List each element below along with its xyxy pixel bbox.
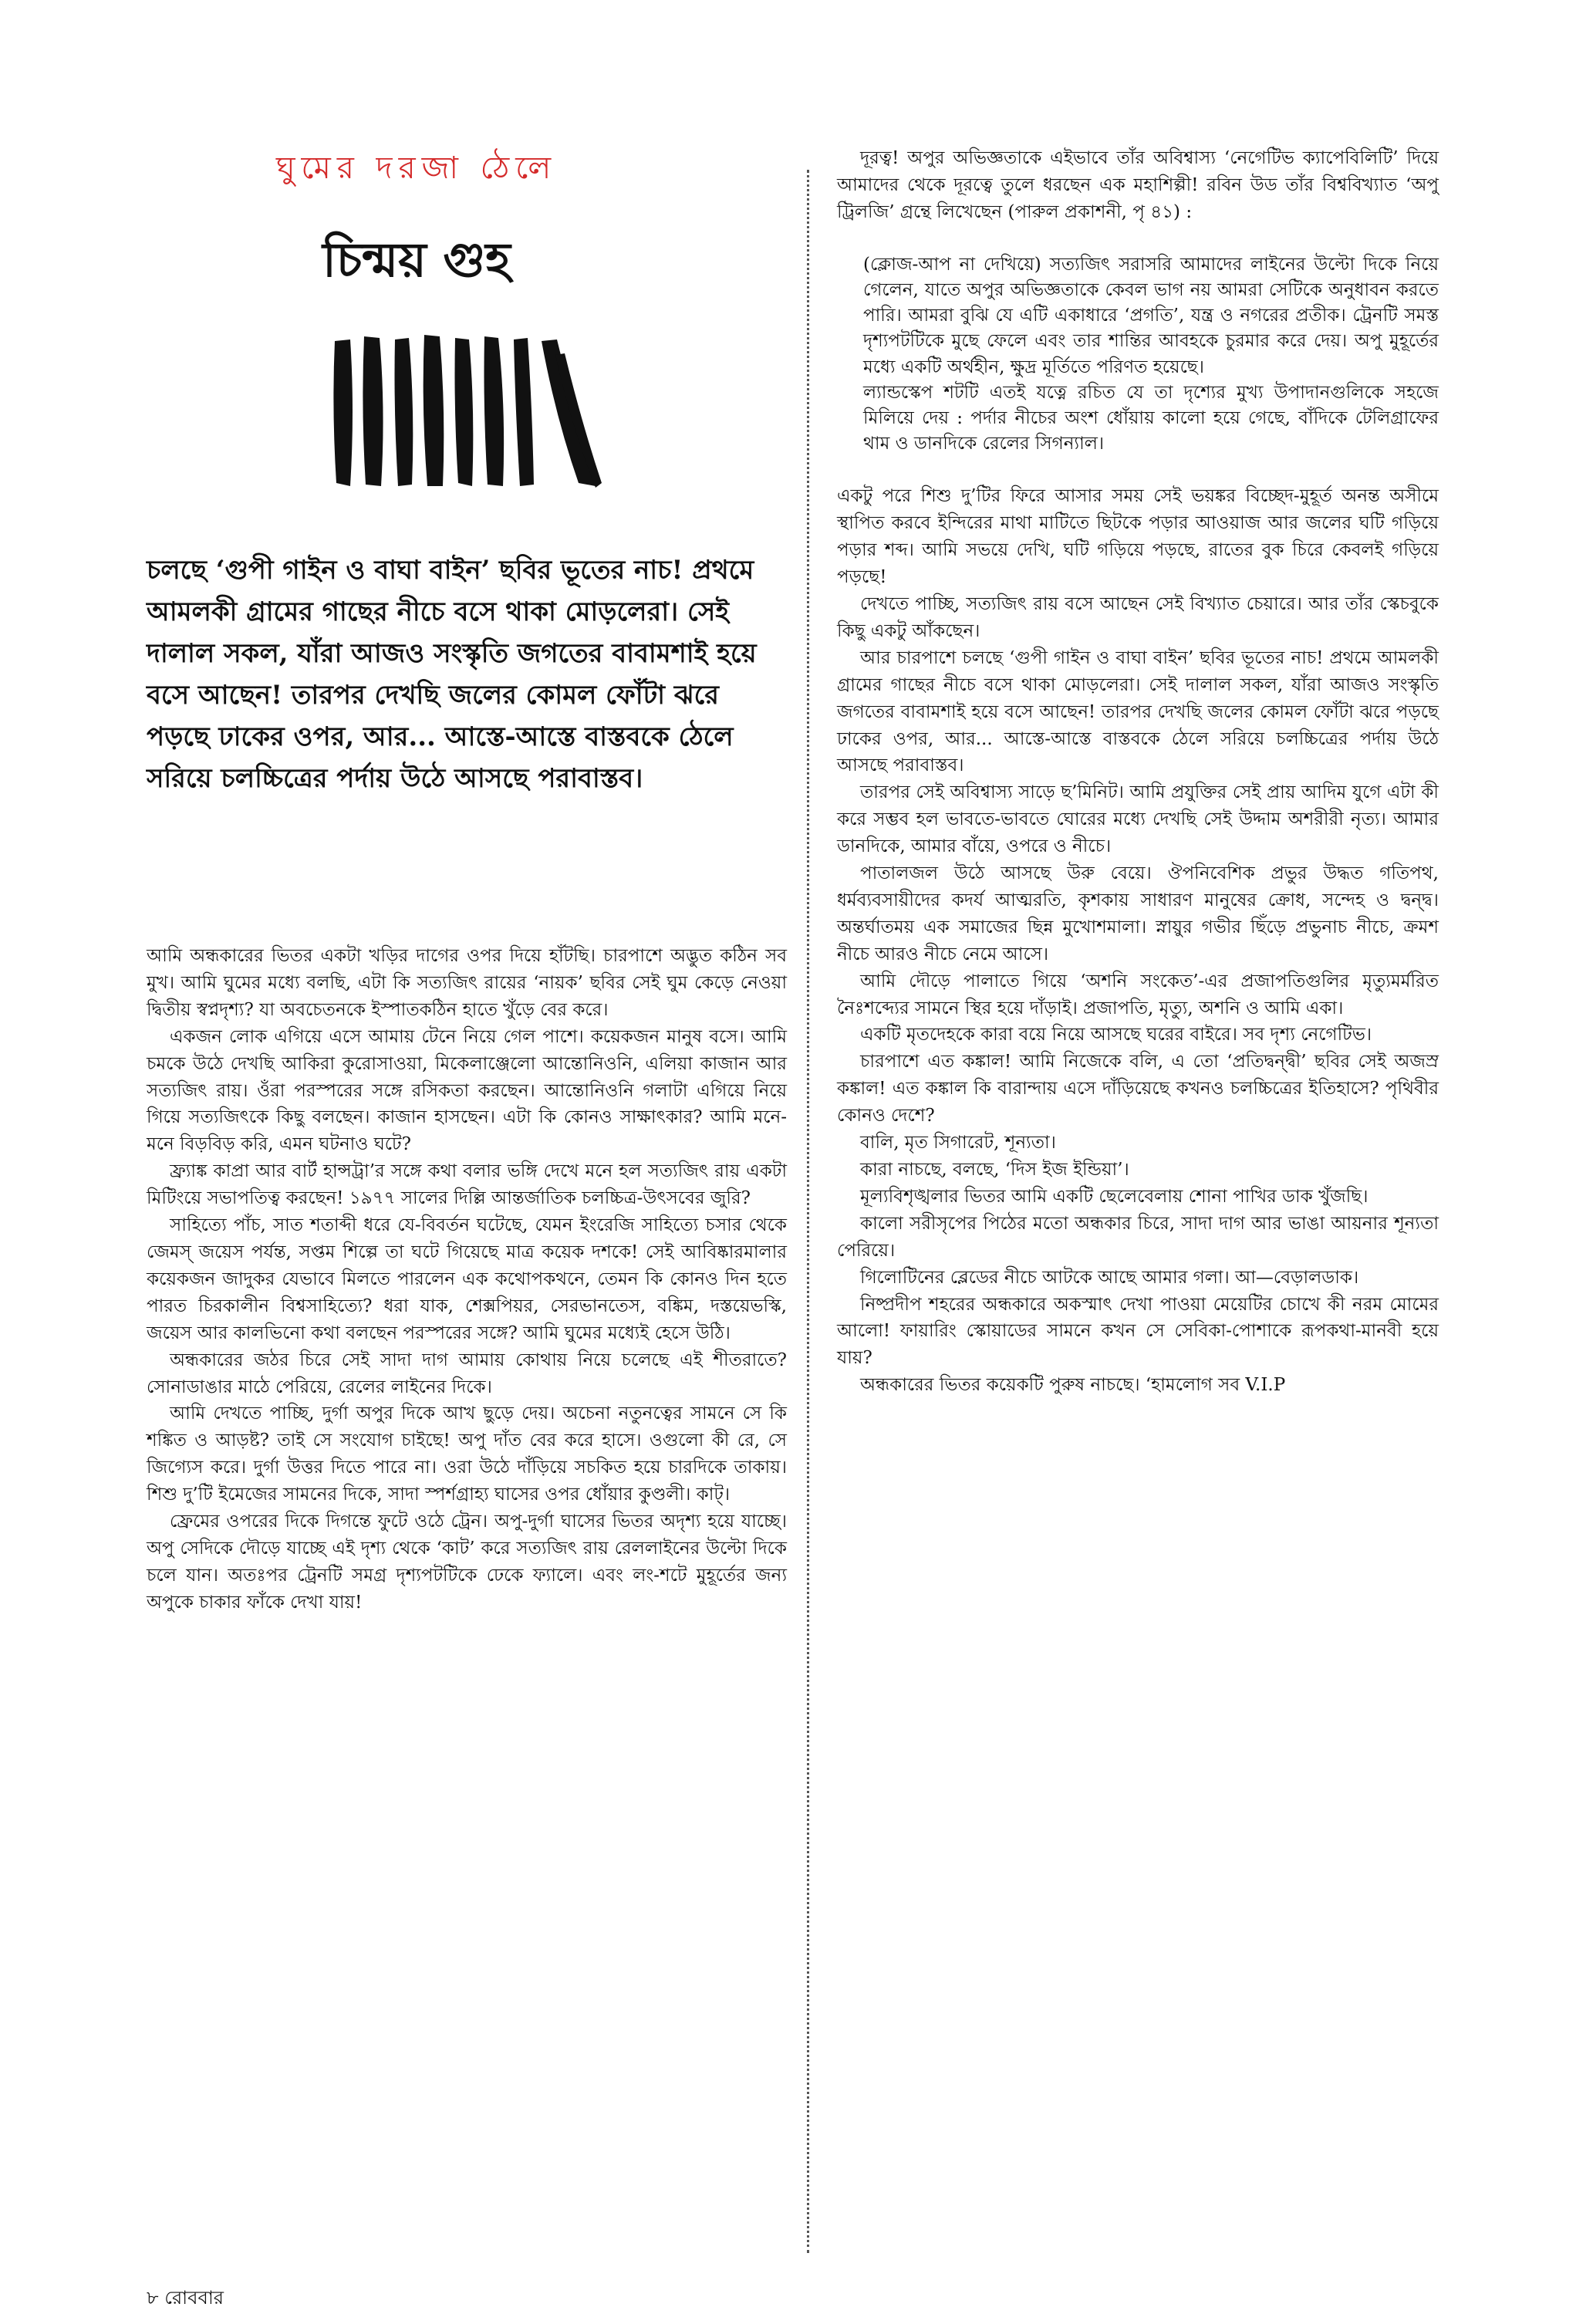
logo-stroke <box>424 335 444 486</box>
body-paragraph: নিষ্প্রদীপ শহরের অন্ধকারে অকস্মাৎ দেখা পাওয়া মেয়েটির চোখে কী নরম মোমের আলো! ফায়ারিং স্কোয়াডের সামনে কখন সে সেবিকা-পোশাকে রূপকথা-মানবী হয়ে যায়? <box>837 1294 1439 1369</box>
quote-paragraph: ল্যান্ডস্কেপ শটটি এতই যত্নে রচিত যে তা দৃশ্যের মুখ্য উপাদানগুলিকে সহজে মিলিয়ে দেয় : পর্দার নীচের অংশ ধোঁয়ায় কালো হয়ে গেছে, বাঁদিকে টেলিগ্রাফের থাম ও ডানদিকে রেলের সিগন্যাল। <box>863 382 1439 454</box>
left-column <box>147 943 787 1616</box>
paragraph-gap <box>837 457 1439 483</box>
heading-logo <box>324 324 609 502</box>
body-paragraph: অন্ধকারের ভিতর কয়েকটি পুরুষ নাচছে। ‘হামলোগ সব V.I.P <box>860 1375 1286 1396</box>
logo-stroke <box>484 336 505 486</box>
body-paragraph: পাতালজল উঠে আসছে উরু বেয়ে। ঔপনিবেশিক প্রভুর উদ্ধত গতিপথ, ধর্মব্যবসায়ীদের কদর্য আত্মরতি, কৃশকায় সাধারণ মানুষের ক্রোধ, সন্দেহ ও দ্বন্দ্ব। অন্তর্ঘাতময় এক সমাজের ছিন্ন মুখোশমালা। স্নায়ুর গভীর ছিঁড়ে প্রভুনাচ নীচে, ক্রমশ নীচে আরও নীচে নেমে আসে। <box>837 863 1439 964</box>
body-paragraph: কারা নাচছে, বলছে, ‘দিস ইজ ইন্ডিয়া’। <box>860 1160 1129 1180</box>
body-paragraph: আর চারপাশে চলছে ‘গুপী গাইন ও বাঘা বাইন’ ছবির ভূতের নাচ! প্রথমে আমলকী গ্রামের গাছের নীচে বসে থাকা মোড়লেরা। সেই দালাল সকল, যাঁরা আজও সংস্কৃতি জগতের বাবামশাই হয়ে বসে আছেন! তারপর দেখছি জলের কোমল ফোঁটা ঝরে পড়ছে ঢাকের ওপর, আর... আস্তে-আস্তে বাস্তবকে ঠেলে সরিয়ে চলচ্চিত্রের পর্দায় উঠে আসছে পরাবাস্তব। <box>837 647 1439 776</box>
body-paragraph: চারপাশে এত কঙ্কাল! আমি নিজেকে বলি, এ তো ‘প্রতিদ্বন্দ্বী’ ছবির সেই অজস্র কঙ্কাল! এত কঙ্কাল কি বারান্দায় এসে দাঁড়িয়েছে কখনও চলচ্চিত্রের ইতিহাসে? পৃথিবীর কোনও দেশে? <box>837 1052 1439 1127</box>
quote-paragraph: (ক্লোজ-আপ না দেখিয়ে) সত্যজিৎ সরাসরি আমাদের লাইনের উল্টো দিকে নিয়ে গেলেন, যাতে অপুর অভিজ্ঞতাকে কেবল ভাগ নয় আমরা সেটিকে অনুধাবন করতে পারি। আমরা বুঝি যে এটি একাধারে ‘প্রগতি’, যন্ত্র ও নগরের প্রতীক। ট্রেনটি সমস্ত দৃশ্যপটটিকে মুছে ফেলে এবং তার শান্তির আবহকে চুরমার করে দেয়। অপু মুহূর্তের মধ্যে একটি অর্থহীন, ক্ষুদ্র মূর্তিতে পরিণত হয়েছে। <box>863 254 1439 377</box>
body-paragraph: তারপর সেই অবিশ্বাস্য সাড়ে ছ’মিনিট। আমি প্রযুক্তির সেই প্রায় আদিম যুগে এটা কী করে সম্ভব হল ভাবতে-ভাবতে ঘোরের মধ্যে দেখছি সেই উদ্দাম অশরীরী নৃত্য। আমার ডানদিকে, আমার বাঁয়ে, ওপরে ও নীচে। <box>837 782 1439 857</box>
body-paragraph: আমি দৌড়ে পালাতে গিয়ে ‘অশনি সংকেত’-এর প্রজাপতিগুলির মৃত্যুমর্মরিত নৈঃশব্দ্যের সামনে স্থির হয়ে দাঁড়াই। প্রজাপতি, মৃত্যু, অশনি ও আমি একা। <box>837 971 1439 1018</box>
body-paragraph: বালি, মৃত সিগারেট, শূন্যতা। <box>860 1133 1056 1154</box>
section-kicker: ঘুমের দরজা ঠেলে <box>275 150 558 186</box>
column-divider <box>807 170 809 2253</box>
body-paragraph: দেখতে পাচ্ছি, সত্যজিৎ রায় বসে আছেন সেই বিখ্যাত চেয়ারে। আর তাঁর স্কেচবুকে কিছু একটু আঁকছেন। <box>837 593 1439 641</box>
logo-stroke <box>514 338 534 486</box>
body-paragraph: ফ্র্যাঙ্ক কাপ্রা আর বার্ট হান্সট্রা’র সঙ্গে কথা বলার ভঙ্গি দেখে মনে হল সত্যজিৎ রায় একটা মিটিংয়ে সভাপতিত্ব করছেন! ১৯৭৭ সালের দিল্লি আন্তর্জাতিক চলচ্চিত্র-উৎসবের জুরি? <box>147 1161 787 1209</box>
page-folio: ৮ রোববার <box>147 2287 224 2309</box>
standfirst <box>147 549 787 799</box>
body-paragraph: একটি মৃতদেহকে কারা বয়ে নিয়ে আসছে ঘরের বাইরে। সব দৃশ্য নেগেটিভ। <box>860 1025 1372 1045</box>
block-quote <box>837 252 1439 458</box>
body-paragraph: কালো সরীসৃপের পিঠের মতো অন্ধকার চিরে, সাদা দাগ আর ভাঙা আয়নার শূন্যতা পেরিয়ে। <box>837 1213 1439 1261</box>
right-column <box>837 145 1439 1399</box>
paragraph-gap <box>837 226 1439 252</box>
body-paragraph: ফ্রেমের ওপরের দিকে দিগন্তে ফুটে ওঠে ট্রেন। অপু-দুর্গা ঘাসের ভিতর অদৃশ্য হয়ে যাচ্ছে। অপু সেদিকে দৌড়ে যাচ্ছে এই দৃশ্য থেকে ‘কাট’ করে সত্যজিৎ রায় রেললাইনের উল্টো দিকে চলে যান। অতঃপর ট্রেনটি সমগ্র দৃশ্যপটটিকে ঢেকে ফ্যালে। এবং লং-শটে মুহূর্তের জন্য অপুকে চাকার ফাঁকে দেখা যায়! <box>147 1512 787 1613</box>
logo-stroke <box>333 339 353 486</box>
author-name: চিন্ময় গুহ <box>322 231 511 288</box>
standfirst-text: চলছে ‘গুপী গাইন ও বাঘা বাইন’ ছবির ভূতের নাচ! প্রথমে আমলকী গ্রামের গাছের নীচে বসে থাকা মোড়লেরা। সেই দালাল সকল, যাঁরা আজও সংস্কৃতি জগতের বাবামশাই হয়ে বসে আছেন! তারপর দেখছি জলের কোমল ফোঁটা ঝরে পড়ছে ঢাকের ওপর, আর... আস্তে-আস্তে বাস্তবকে ঠেলে সরিয়ে চলচ্চিত্রের পর্দায় উঠে আসছে পরাবাস্তব। <box>147 555 757 794</box>
body-paragraph: অন্ধকারের জঠর চিরে সেই সাদা দাগ আমায় কোথায় নিয়ে চলেছে এই শীতরাতে? সোনাডাঙার মাঠে পেরিয়ে, রেলের লাইনের দিকে। <box>147 1349 787 1397</box>
body-paragraph: আমি অন্ধকারের ভিতর একটা খড়ির দাগের ওপর দিয়ে হাঁটছি। চারপাশে অদ্ভুত কঠিন সব মুখ। আমি ঘুমের মধ্যে বলছি, এটা কি সত্যজিৎ রায়ের ‘নায়ক’ ছবির সেই ঘুম কেড়ে নেওয়া দ্বিতীয় স্বপ্নদৃশ্য? যা অবচেতনকে ইস্পাতকঠিন হাতে খুঁড়ে বের করে। <box>147 946 787 1020</box>
body-paragraph: গিলোটিনের ব্লেডের নীচে আটকে আছে আমার গলা। আ—বেড়ালডাক। <box>860 1267 1359 1288</box>
body-paragraph: একটু পরে শিশু দু’টির ফিরে আসার সময় সেই ভয়ঙ্কর বিচ্ছেদ-মুহূর্ত অনন্ত অসীমে স্থাপিত করবে ইন্দিরের মাথা মাটিতে ছিটকে পড়ার আওয়াজ আর জলের ঘটি গড়িয়ে পড়ার শব্দ। আমি সভয়ে দেখি, ঘটি গড়িয়ে পড়ছে, রাতের বুক চিরে কেবলই গড়িয়ে পড়ছে! <box>837 486 1439 588</box>
logo-stroke <box>363 336 383 486</box>
body-paragraph: সাহিত্যে পাঁচ, সাত শতাব্দী ধরে যে-বিবর্তন ঘটেছে, যেমন ইংরেজি সাহিত্যে চসার থেকে জেমস্ জয়েস পর্যন্ত, সপ্তম শিল্পে তা ঘটে গিয়েছে মাত্র কয়েক দশকে! সেই আবিষ্কারমালার কয়েকজন জাদুকর যেভাবে মিলতে পারলেন এক কথোপকথনে, তেমন কি কোনও দিন হতে পারত চিরকালীন বিশ্বসাহিত্যে? ধরা যাক, শেক্সপিয়র, সেরভানতেস, বঙ্কিম, দস্তয়েভস্কি, জয়েস আর কালভিনো কথা বলছেন পরস্পরের সঙ্গে? আমি ঘুমের মধ্যেই হেসে উঠি। <box>147 1215 787 1343</box>
body-paragraph: একজন লোক এগিয়ে এসে আমায় টেনে নিয়ে গেল পাশে। কয়েকজন মানুষ বসে। আমি চমকে উঠে দেখছি আকিরা কুরোসাওয়া, মিকেলাঞ্জেলো আন্তোনিওনি, এলিয়া কাজান আর সত্যজিৎ রায়। ওঁরা পরস্পরের সঙ্গে রসিকতা করছেন। আন্তোনিওনি গলাটা এগিয়ে নিয়ে গিয়ে সত্যজিৎকে কিছু বলছেন। কাজান হাসছেন। এটা কি কোনও সাক্ষাৎকার? আমি মনে-মনে বিড়বিড় করি, এমন ঘটনাও ঘটে? <box>147 1026 787 1155</box>
body-paragraph: আমি দেখতে পাচ্ছি, দুর্গা অপুর দিকে আখ ছুড়ে দেয়। অচেনা নতুনত্বের সামনে সে কি শঙ্কিত ও আড়ষ্ট? তাই সে সংযোগ চাইছে! অপু দাঁত বের করে হাসে। ওগুলো কী রে, সে জিগ্যেস করে। দুর্গা উত্তর দিতে পারে না। ওরা উঠে দাঁড়িয়ে সচকিত হয়ে চারদিকে তাকায়। শিশু দু’টি ইমেজের সামনের দিকে, সাদা স্পর্শগ্রাহ্য ঘাসের ওপর ধোঁয়ার কুণ্ডলী। কাট্। <box>147 1404 787 1505</box>
logo-stroke <box>455 338 474 486</box>
body-paragraph: মূল্যবিশৃঙ্খলার ভিতর আমি একটি ছেলেবেলায় শোনা পাখির ডাক খুঁজছি। <box>860 1186 1368 1207</box>
body-paragraph: দূরত্ব! অপুর অভিজ্ঞতাকে এইভাবে তাঁর অবিশ্বাস্য ‘নেগেটিভ ক্যাপেবিলিটি’ দিয়ে আমাদের থেকে দূরত্বে তুলে ধরছেন এক মহাশিল্পী! রবিন উড তাঁর বিশ্ববিখ্যাত ‘অপু ট্রিলজি’ গ্রন্থে লিখেছেন (পারুল প্রকাশনী, পৃ ৪১) : <box>837 148 1439 222</box>
logo-stroke <box>395 338 413 486</box>
